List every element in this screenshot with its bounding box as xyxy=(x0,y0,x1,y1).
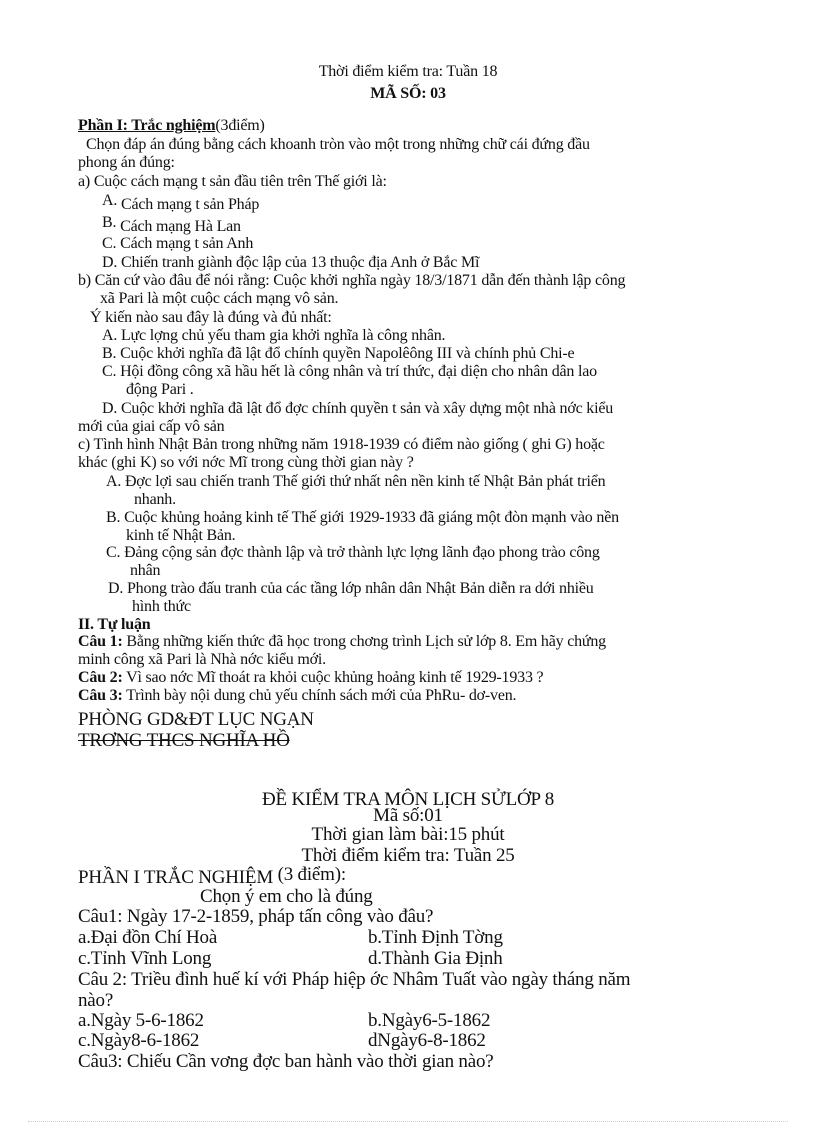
exam3-time: Thời điểm kiểm tra: Tuần 18 xyxy=(318,63,498,80)
exam1-question-2-option-c: c.Ngày8-6-1862 xyxy=(78,1030,200,1051)
question-b-option-d-cont: mới của giai cấp vô sản xyxy=(78,418,225,435)
instruction-line-1: Chọn đáp án đúng bằng cách khoanh tròn vào một trong những chữ cái đứng đầu xyxy=(86,136,590,153)
option-text: Cách mạng t sản Pháp xyxy=(120,196,260,213)
question-a-option-c xyxy=(102,236,253,252)
question-b-option-c-cont: động Pari . xyxy=(126,381,194,398)
exam1-question-1-option-c: c.Tỉnh Vĩnh Long xyxy=(78,948,212,969)
question-a-option-a xyxy=(102,192,260,213)
page-bottom-rule xyxy=(28,1121,788,1122)
question-b-prompt: Ý kiến nào sau đây là đúng và đủ nhất: xyxy=(90,309,332,326)
exam1-question-1: Câu1: Ngày 17-2-1859, pháp tấn công vào đâu? xyxy=(78,906,434,927)
exam1-question-1-option-b: b.Tỉnh Định Tờng xyxy=(368,927,503,948)
question-a-option-d xyxy=(102,255,479,271)
exam1-question-1-option-d: d.Thành Gia Định xyxy=(368,948,503,969)
school-name: TRƠNG THCS NGHĨA HỒ xyxy=(78,730,290,751)
exam1-question-2: Câu 2: Triều đình huế kí với Pháp hiệp ớc Nhâm Tuất vào ngày tháng năm xyxy=(78,969,631,990)
exam1-duration: Thời gian làm bài:15 phút xyxy=(311,824,505,845)
part1-points: (3điểm) xyxy=(215,117,265,134)
exam1-instruction: Chọn ý em cho là đúng xyxy=(200,886,373,907)
exam1-question-2-option-a: a.Ngày 5-6-1862 xyxy=(78,1010,204,1031)
part2-heading: II. Tự luận xyxy=(78,616,151,633)
question-c-option-a-cont: nhanh. xyxy=(134,491,176,508)
question-c-option-a: A. Đợc lợi sau chiến tranh Thế giới thứ nhất nên nền kinh tế Nhật Bản phát triển xyxy=(106,473,606,490)
option-letter: B. xyxy=(102,214,117,231)
part1-heading xyxy=(78,118,265,134)
question-b-line-2: xã Pari là một cuộc cách mạng vô sản. xyxy=(100,290,339,307)
question-c-option-d-cont: hình thức xyxy=(132,598,191,615)
question-b-option-a: A. Lực lợng chủ yếu tham gia khởi nghĩa là công nhân. xyxy=(102,327,446,344)
exam1-part1-points: (3 điểm): xyxy=(273,864,346,885)
part1-heading-text: Phần I: Trắc nghiệm xyxy=(78,117,216,134)
option-letter: A. xyxy=(102,192,118,209)
option-letter: D. xyxy=(102,254,118,271)
exam1-question-2-option-d: dNgày6-8-1862 xyxy=(368,1030,486,1051)
exam1-question-2-option-b: b.Ngày6-5-1862 xyxy=(368,1010,491,1031)
question-b-option-c: C. Hội đồng công xã hầu hết là công nhân và trí thức, đại diện cho nhân dân lao xyxy=(102,363,597,380)
essay-question-1-label: Câu 1: xyxy=(78,633,123,650)
essay-question-2-label: Câu 2: xyxy=(78,669,123,686)
question-a: a) Cuộc cách mạng t sản đầu tiên trên Thế giới là: xyxy=(78,173,387,190)
question-c-option-d: D. Phong trào đấu tranh của các tầng lớp nhân dân Nhật Bản diễn ra dới nhiều xyxy=(108,580,594,597)
option-text: Cách mạng t sản Anh xyxy=(120,235,254,252)
instruction-line-2: phong án đúng: xyxy=(78,154,175,171)
exam1-question-3: Câu3: Chiếu Cần vơng đợc ban hành vào thời gian nào? xyxy=(78,1051,494,1072)
essay-question-1-cont: minh công xã Pari là Nhà nớc kiểu mới. xyxy=(78,651,326,668)
exam1-time: Thời điểm kiểm tra: Tuần 25 xyxy=(301,845,515,866)
question-b-option-d: D. Cuộc khởi nghĩa đã lật đổ đợc chính quyền t sản và xây dựng một nhà nớc kiểu xyxy=(102,400,614,417)
option-letter: C. xyxy=(102,235,117,252)
exam1-title: ĐỀ KIỂM TRA MÔN LỊCH SỬLỚP 8 xyxy=(261,789,555,810)
question-b-option-b: B. Cuộc khởi nghĩa đã lật đổ chính quyền Napolêông III và chính phủ Chi-e xyxy=(102,345,575,362)
essay-question-1-text: Bằng những kiến thức đã học trong chơng trình Lịch sử lớp 8. Em hãy chứng xyxy=(122,633,606,650)
question-c-option-c-cont: nhân xyxy=(130,562,161,579)
essay-question-1 xyxy=(78,634,606,650)
question-c-line-2: khác (ghi K) so với nớc Mĩ trong cùng thời gian này ? xyxy=(78,454,414,471)
question-c-option-b-cont: kinh tế Nhật Bản. xyxy=(126,527,236,544)
essay-question-2 xyxy=(78,670,543,686)
option-text: Cách mạng Hà Lan xyxy=(120,218,241,235)
option-text: Chiến tranh giành độc lập của 13 thuộc địa Anh ở Bắc Mĩ xyxy=(120,254,480,271)
exam1-question-2-cont: nào? xyxy=(78,990,114,1011)
exam1-part1-heading-text: PHẦN I TRẮC NGHIỆM xyxy=(78,867,274,888)
essay-question-3-label: Câu 3: xyxy=(78,687,123,704)
essay-question-3-text: Trình bày nội dung chủ yếu chính sách mới của PhRu- dơ-ven. xyxy=(122,687,517,704)
question-a-option-b xyxy=(102,214,241,235)
question-c-line-1: c) Tình hình Nhật Bản trong những năm 1918-1939 có điểm nào giống ( ghi G) hoặc xyxy=(78,436,605,453)
department-name: PHÒNG GD&ĐT LỤC NGẠN xyxy=(78,709,314,730)
question-b-line-1: b) Căn cứ vào đâu để nói rằng: Cuộc khởi nghĩa ngày 18/3/1871 dẫn đến thành lập công xyxy=(78,272,626,289)
essay-question-3 xyxy=(78,688,516,704)
exam3-code: MÃ SỐ: 03 xyxy=(370,85,446,102)
question-c-option-b: B. Cuộc khủng hoảng kinh tế Thế giới 1929-1933 đã giáng một đòn mạnh vào nền xyxy=(106,509,619,526)
exam1-question-1-option-a: a.Đại đồn Chí Hoà xyxy=(78,927,218,948)
question-c-option-c: C. Đảng cộng sản đợc thành lập và trở thành lực lợng lãnh đạo phong trào công xyxy=(106,544,600,561)
essay-question-2-text: Vì sao nớc Mĩ thoát ra khỏi cuộc khủng hoảng kinh tế 1929-1933 ? xyxy=(122,669,544,686)
exam1-part1-heading xyxy=(78,864,346,888)
exam1-code: Mã số:01 xyxy=(373,805,443,826)
